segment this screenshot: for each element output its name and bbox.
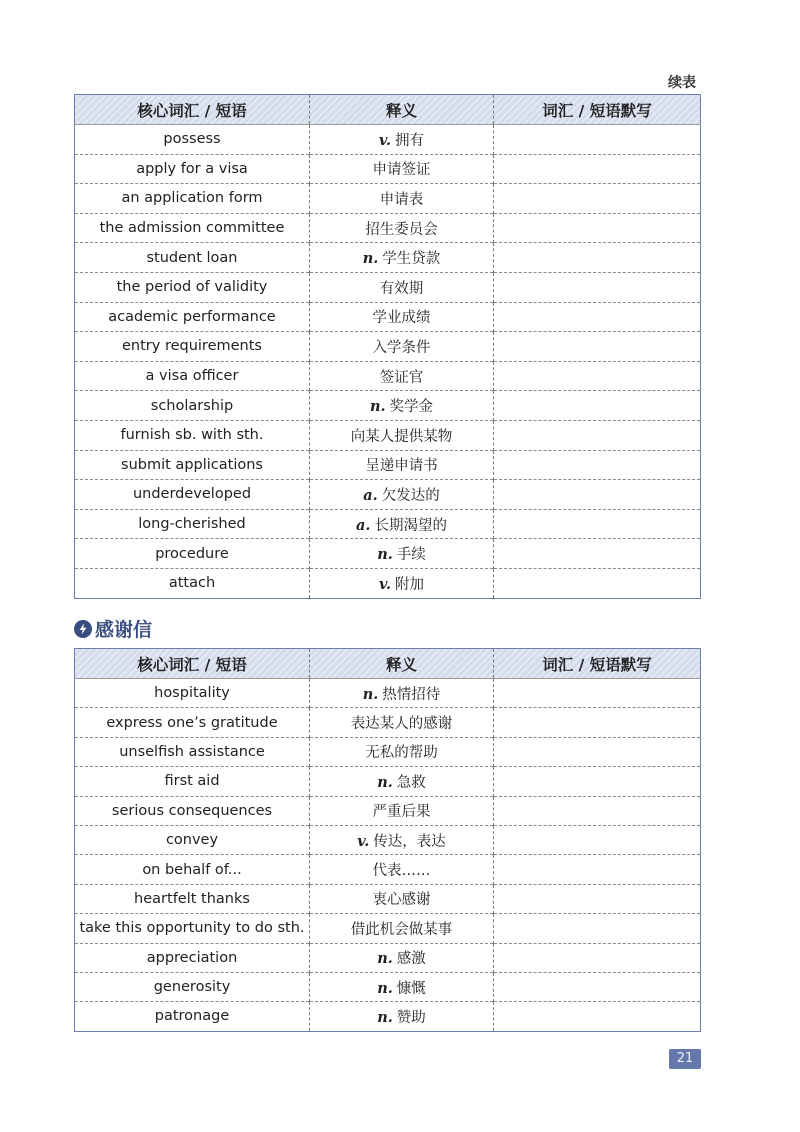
table-row — [75, 450, 701, 480]
meaning-cell — [310, 391, 494, 421]
table-row — [75, 1002, 701, 1031]
table-row — [75, 302, 701, 332]
meaning-text: 代表…… — [372, 863, 431, 880]
part-of-speech: n. — [369, 398, 386, 416]
header-meaning: 释义 — [310, 95, 494, 125]
meaning-cell — [310, 154, 494, 184]
vocab-table-1 — [74, 94, 701, 599]
meaning-cell — [310, 796, 494, 825]
dictation-cell[interactable] — [494, 568, 701, 598]
part-of-speech: n. — [362, 685, 379, 703]
dictation-cell[interactable] — [494, 154, 701, 184]
table-row — [75, 539, 701, 569]
vocab-table-2 — [74, 648, 701, 1032]
meaning-cell — [310, 184, 494, 214]
table-row — [75, 391, 701, 421]
meaning-cell — [310, 213, 494, 243]
meaning-cell — [310, 708, 494, 737]
meaning-text: 手续 — [396, 547, 426, 564]
term-cell: possess — [163, 131, 221, 148]
dictation-cell[interactable] — [494, 184, 701, 214]
dictation-cell[interactable] — [494, 972, 701, 1001]
table-row — [75, 272, 701, 302]
part-of-speech: n. — [377, 546, 393, 564]
term-cell: generosity — [75, 972, 310, 1001]
meaning-cell — [310, 972, 494, 1001]
meaning-text: 有效期 — [379, 280, 424, 297]
part-of-speech: n. — [377, 1008, 393, 1026]
term-cell: an application form — [75, 184, 310, 214]
header-meaning: 释义 — [310, 649, 494, 679]
table-row — [75, 767, 701, 796]
meaning-text: 表达某人的感谢 — [350, 716, 453, 733]
table-row — [75, 420, 701, 450]
part-of-speech: n. — [377, 979, 393, 997]
table-row — [75, 737, 701, 766]
dictation-cell[interactable] — [494, 243, 701, 273]
table-row — [75, 125, 701, 155]
term-cell: a visa officer — [75, 361, 310, 391]
term-cell: serious consequences — [75, 796, 310, 825]
meaning-text: 学生贷款 — [382, 251, 441, 268]
table-row — [75, 509, 701, 539]
table-row — [75, 943, 701, 972]
term-cell: apply for a visa — [75, 154, 310, 184]
table-row — [75, 884, 701, 913]
table-row — [75, 361, 701, 391]
dictation-cell[interactable] — [494, 825, 701, 854]
dictation-cell[interactable] — [494, 302, 701, 332]
dictation-cell[interactable] — [494, 796, 701, 825]
section-title: 感谢信 — [95, 619, 153, 641]
meaning-cell — [310, 914, 494, 943]
header-core-vocab: 核心词汇 / 短语 — [75, 649, 310, 679]
table-header-row — [75, 95, 701, 125]
header-core-vocab: 核心词汇 / 短语 — [75, 95, 310, 125]
table-row — [75, 568, 701, 598]
dictation-cell[interactable] — [494, 708, 701, 737]
section-heading-thank-you-letter — [74, 615, 152, 642]
meaning-cell — [310, 480, 494, 510]
lightning-bolt-icon — [74, 620, 92, 638]
table-row — [75, 679, 701, 708]
meaning-text: 招生委员会 — [365, 221, 438, 238]
meaning-text: 慷慨 — [396, 980, 426, 997]
term-cell: student loan — [75, 243, 310, 273]
meaning-cell — [310, 302, 494, 332]
meaning-cell — [310, 272, 494, 302]
meaning-cell — [310, 568, 494, 598]
meaning-text: 签证官 — [379, 369, 424, 386]
table-row — [75, 332, 701, 362]
part-of-speech: v. — [378, 131, 391, 149]
meaning-cell — [310, 679, 494, 708]
term-cell: furnish sb. with sth. — [75, 420, 310, 450]
meaning-text: 学业成绩 — [372, 310, 431, 327]
dictation-cell[interactable] — [494, 332, 701, 362]
dictation-cell[interactable] — [494, 213, 701, 243]
term-cell: underdeveloped — [75, 480, 310, 510]
meaning-cell — [310, 420, 494, 450]
meaning-cell — [310, 125, 494, 155]
table-row — [75, 708, 701, 737]
meaning-text: 赞助 — [396, 1009, 426, 1026]
dictation-cell[interactable] — [494, 509, 701, 539]
meaning-text: 拥有 — [395, 132, 424, 149]
term-cell: unselfish assistance — [75, 737, 310, 766]
dictation-cell[interactable] — [494, 391, 701, 421]
page-number: 21 — [669, 1049, 701, 1069]
part-of-speech: v. — [378, 575, 391, 593]
table-row — [75, 796, 701, 825]
dictation-cell[interactable] — [494, 855, 701, 884]
meaning-text: 热情招待 — [382, 686, 441, 703]
meaning-text: 呈递申请书 — [365, 458, 438, 475]
term-cell: procedure — [75, 539, 310, 569]
meaning-text: 欠发达的 — [381, 487, 440, 504]
term-cell: scholarship — [75, 391, 310, 421]
dictation-cell[interactable] — [494, 480, 701, 510]
term-cell: on behalf of... — [75, 855, 310, 884]
term-cell: attach — [75, 568, 310, 598]
table-row — [75, 243, 701, 273]
meaning-cell — [310, 737, 494, 766]
continued-label: 续表 — [668, 75, 696, 91]
meaning-cell — [310, 509, 494, 539]
meaning-text: 无私的帮助 — [365, 745, 438, 762]
part-of-speech: a. — [356, 516, 371, 534]
meaning-text: 入学条件 — [372, 339, 431, 356]
part-of-speech: n. — [362, 250, 379, 268]
table-row — [75, 184, 701, 214]
dictation-cell[interactable] — [494, 884, 701, 913]
meaning-cell — [310, 943, 494, 972]
meaning-cell — [310, 767, 494, 796]
header-dictation: 词汇 / 短语默写 — [494, 95, 701, 125]
dictation-cell[interactable] — [494, 737, 701, 766]
dictation-cell[interactable] — [494, 125, 701, 155]
meaning-cell — [310, 1002, 494, 1031]
meaning-cell — [310, 450, 494, 480]
meaning-text: 衷心感谢 — [372, 892, 431, 909]
table-row — [75, 972, 701, 1001]
dictation-cell[interactable] — [494, 272, 701, 302]
term-cell: appreciation — [75, 943, 310, 972]
meaning-text: 申请表 — [379, 191, 424, 208]
term-cell: entry requirements — [75, 332, 310, 362]
table-row — [75, 154, 701, 184]
meaning-text: 向某人提供某物 — [350, 428, 453, 445]
meaning-text: 严重后果 — [372, 804, 431, 821]
meaning-cell — [310, 243, 494, 273]
term-cell: submit applications — [75, 450, 310, 480]
table-row — [75, 213, 701, 243]
term-cell: convey — [75, 825, 310, 854]
meaning-cell — [310, 332, 494, 362]
part-of-speech: a. — [363, 486, 378, 504]
dictation-cell[interactable] — [494, 914, 701, 943]
header-dictation: 词汇 / 短语默写 — [494, 649, 701, 679]
term-cell: take this opportunity to do sth. — [75, 914, 310, 943]
meaning-text: 传达，表达 — [373, 833, 446, 850]
dictation-cell[interactable] — [494, 539, 701, 569]
table-row — [75, 825, 701, 854]
dictation-cell[interactable] — [494, 943, 701, 972]
meaning-text: 奖学金 — [389, 399, 434, 416]
term-cell: long-cherished — [75, 509, 310, 539]
table-row — [75, 855, 701, 884]
meaning-text: 附加 — [395, 576, 424, 593]
meaning-cell — [310, 825, 494, 854]
meaning-cell — [310, 855, 494, 884]
meaning-text: 借此机会做某事 — [350, 921, 453, 938]
term-cell: hospitality — [154, 685, 230, 702]
term-cell: express one’s gratitude — [75, 708, 310, 737]
table-header-row — [75, 649, 701, 679]
table-row — [75, 480, 701, 510]
part-of-speech: n. — [377, 773, 393, 791]
term-cell: patronage — [75, 1002, 310, 1031]
dictation-cell[interactable] — [494, 361, 701, 391]
dictation-cell[interactable] — [494, 1002, 701, 1031]
meaning-text: 感激 — [396, 951, 426, 968]
meaning-cell — [310, 884, 494, 913]
term-cell: heartfelt thanks — [75, 884, 310, 913]
meaning-text: 申请签证 — [372, 162, 431, 179]
term-cell: first aid — [75, 767, 310, 796]
term-cell: the admission committee — [75, 213, 310, 243]
term-cell: academic performance — [75, 302, 310, 332]
term-cell: the period of validity — [75, 272, 310, 302]
dictation-cell[interactable] — [494, 450, 701, 480]
meaning-text: 急救 — [396, 774, 426, 791]
meaning-cell — [310, 539, 494, 569]
part-of-speech: n. — [377, 950, 393, 968]
meaning-text: 长期渴望的 — [374, 517, 447, 534]
meaning-cell — [310, 361, 494, 391]
dictation-cell[interactable] — [494, 767, 701, 796]
dictation-cell[interactable] — [494, 679, 701, 708]
dictation-cell[interactable] — [494, 420, 701, 450]
part-of-speech: v. — [357, 832, 370, 850]
table-row — [75, 914, 701, 943]
